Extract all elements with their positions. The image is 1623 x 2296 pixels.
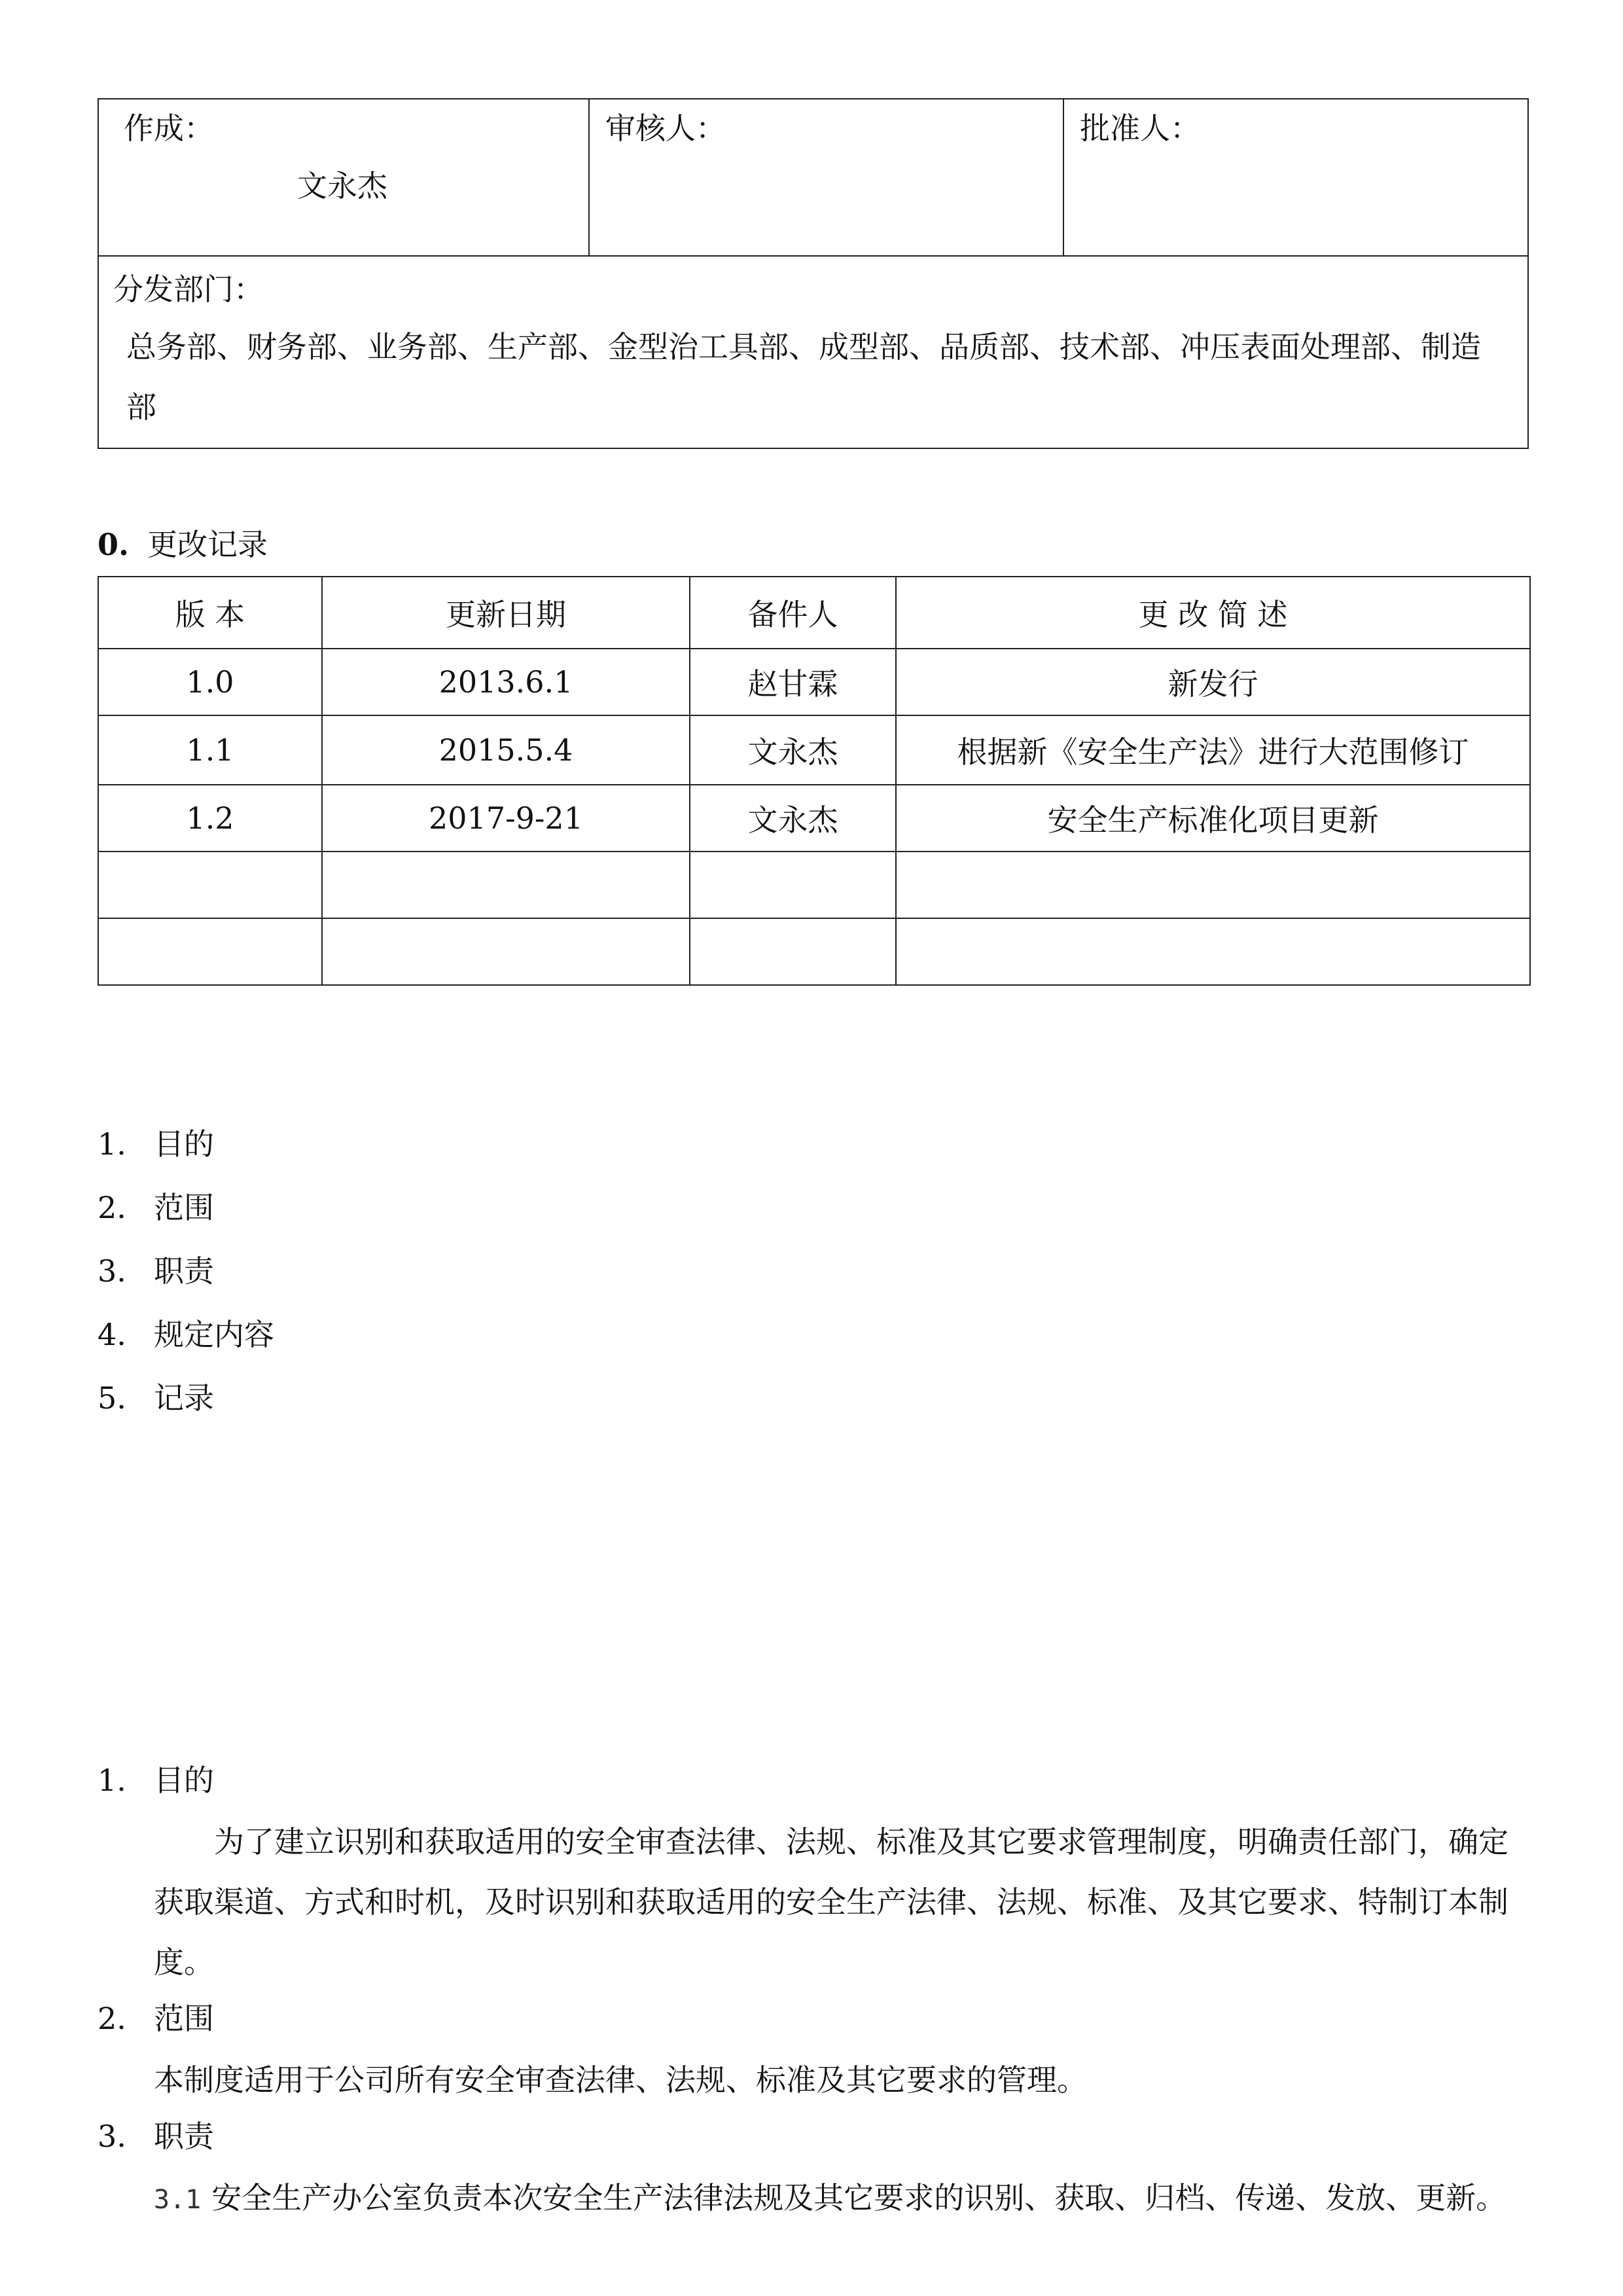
toc-item <box>98 1113 274 1176</box>
change-log-number: 0. <box>98 527 130 562</box>
scope-text: 本制度适用于公司所有安全审查法律、法规、标准及其它要求的管理。 <box>154 2062 1087 2098</box>
section-heading-scope <box>98 1992 1524 2045</box>
cell-person: 文永杰 <box>690 715 896 785</box>
toc-item <box>98 1303 274 1367</box>
document-body <box>98 1754 1524 2230</box>
reviewer-cell <box>589 99 1063 256</box>
table-row <box>98 918 1530 985</box>
change-log-title: 更改记录 <box>147 527 268 562</box>
cell-description <box>896 852 1530 918</box>
reviewer-label: 审核人： <box>605 111 726 146</box>
table-row <box>98 852 1530 918</box>
author-name: 文永杰 <box>297 168 387 204</box>
table-of-contents <box>98 1113 274 1430</box>
duties-item <box>98 2168 1524 2230</box>
approver-cell <box>1063 99 1528 256</box>
section-number: 1. <box>98 1763 126 1798</box>
purpose-paragraph <box>98 1812 1524 1992</box>
toc-item <box>98 1176 274 1240</box>
cell-date: 2017-9-21 <box>322 785 690 852</box>
cell-description: 安全生产标准化项目更新 <box>896 785 1530 852</box>
toc-item <box>98 1240 274 1303</box>
section-heading-duties <box>98 2110 1524 2162</box>
header-version: 版 本 <box>98 577 322 649</box>
cell-date <box>322 852 690 918</box>
header-person: 备件人 <box>690 577 896 649</box>
section-number: 3. <box>98 2119 126 2154</box>
cell-description <box>896 918 1530 985</box>
distribution-cell <box>98 256 1528 448</box>
section-number: 2. <box>98 2001 126 2036</box>
toc-label: 范围 <box>154 1190 214 1225</box>
distribution-label: 分发部门： <box>113 272 264 307</box>
cell-description: 根据新《安全生产法》进行大范围修订 <box>896 715 1530 785</box>
toc-number: 4. <box>98 1317 126 1352</box>
table-row <box>98 715 1530 785</box>
toc-label: 目的 <box>154 1126 214 1162</box>
cell-person <box>690 918 896 985</box>
approver-label: 批准人： <box>1080 111 1200 146</box>
section-title: 范围 <box>154 2001 214 2036</box>
duties-item-text: 安全生产办公室负责本次安全生产法律法规及其它要求的识别、获取、归档、传递、发放、更新。 <box>211 2180 1507 2215</box>
table-row <box>98 785 1530 852</box>
toc-number: 3. <box>98 1253 126 1289</box>
toc-item <box>98 1367 274 1430</box>
section-title: 职责 <box>154 2119 214 2154</box>
cell-version <box>98 852 322 918</box>
toc-number: 2. <box>98 1190 126 1225</box>
cell-version: 1.2 <box>98 785 322 852</box>
purpose-text: 为了建立识别和获取适用的安全审查法律、法规、标准及其它要求管理制度，明确责任部门，确定获取渠道、方式和时机，及时识别和获取适用的安全生产法律、法规、标准、及其它要求、特制订本制度。 <box>154 1824 1508 1980</box>
distribution-list: 总务部、财务部、业务部、生产部、金型治工具部、成型部、品质部、技术部、冲压表面处理部、制造部 <box>126 329 1481 425</box>
author-label: 作成： <box>124 111 214 146</box>
header-date: 更新日期 <box>322 577 690 649</box>
cell-person: 文永杰 <box>690 785 896 852</box>
table-row <box>98 649 1530 715</box>
cell-date <box>322 918 690 985</box>
section-title: 目的 <box>154 1763 214 1798</box>
toc-label: 规定内容 <box>154 1317 274 1352</box>
toc-number: 5. <box>98 1380 126 1416</box>
toc-label: 记录 <box>154 1380 214 1416</box>
change-log-table <box>98 576 1531 986</box>
duties-item-number: 3.1 <box>154 2185 202 2215</box>
section-heading-purpose <box>98 1754 1524 1806</box>
cell-version <box>98 918 322 985</box>
cell-version: 1.1 <box>98 715 322 785</box>
toc-number: 1. <box>98 1126 126 1162</box>
cell-date: 2015.5.4 <box>322 715 690 785</box>
table-header-row <box>98 577 1530 649</box>
header-description: 更 改 简 述 <box>896 577 1530 649</box>
approval-table <box>98 98 1529 449</box>
cell-version: 1.0 <box>98 649 322 715</box>
cell-date: 2013.6.1 <box>322 649 690 715</box>
cell-description: 新发行 <box>896 649 1530 715</box>
cell-person <box>690 852 896 918</box>
scope-paragraph <box>98 2050 1524 2110</box>
author-cell <box>98 99 589 256</box>
toc-label: 职责 <box>154 1253 214 1289</box>
cell-person: 赵甘霖 <box>690 649 896 715</box>
change-log-heading <box>98 524 268 565</box>
